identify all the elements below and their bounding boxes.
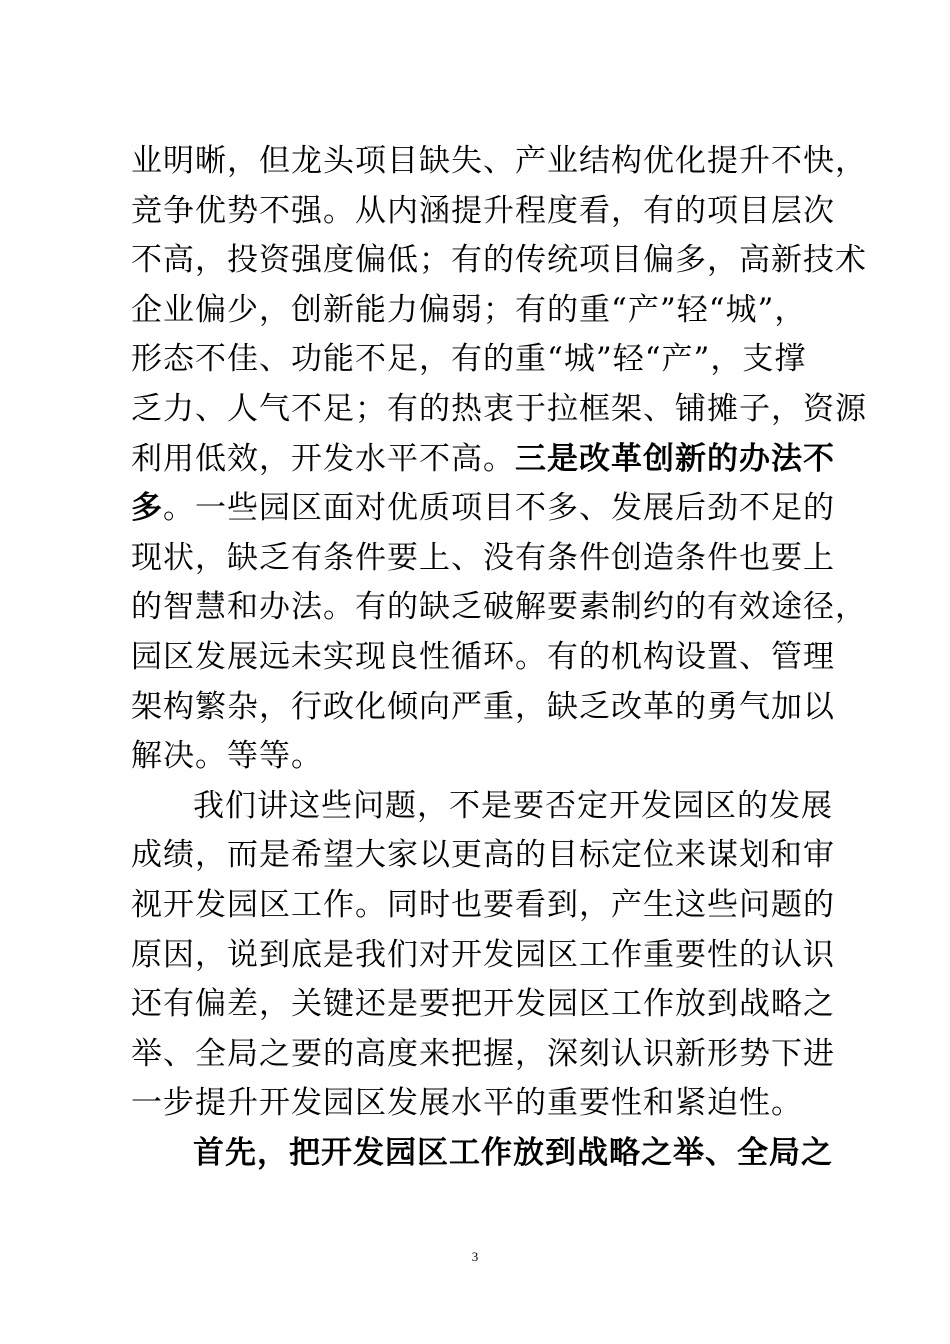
- text-segment: 架构繁杂，行政化倾向严重，缺乏改革的勇气加以: [131, 688, 835, 725]
- page-number: 3: [471, 1249, 479, 1264]
- text-line: [131, 335, 831, 385]
- text-segment: 形态不佳、功能不足，有的重“城”轻“产”，支撑: [131, 341, 807, 378]
- text-line: [131, 286, 831, 336]
- text-segment: 利用低效，开发水平不高。: [131, 440, 515, 477]
- text-segment: 的智慧和办法。有的缺乏破解要素制约的有效途径，: [131, 589, 867, 626]
- text-segment: 乏力、人气不足；有的热衷于拉框架、铺摊子，资源: [131, 390, 867, 427]
- bold-text-segment: 三是改革创新的办法不: [515, 440, 835, 477]
- document-body: [131, 137, 867, 1178]
- text-segment: 举、全局之要的高度来把握，深刻认识新形势下进: [131, 1035, 835, 1072]
- text-line: [131, 633, 835, 683]
- text-line: [131, 931, 835, 981]
- text-segment: 不高，投资强度偏低；有的传统项目偏多，高新技术: [131, 242, 867, 279]
- text-segment: 一步提升开发园区发展水平的重要性和紧迫性。: [131, 1085, 803, 1122]
- text-segment: 企业偏少，创新能力偏弱；有的重“产”轻“城”，: [131, 291, 807, 328]
- text-segment: 原因，说到底是我们对开发园区工作重要性的认识: [131, 936, 835, 973]
- text-line: [131, 980, 835, 1030]
- text-line: [131, 534, 835, 584]
- text-line: [131, 881, 835, 931]
- bold-text-segment: 多: [131, 490, 163, 527]
- text-segment: 视开发园区工作。同时也要看到，产生这些问题的: [131, 886, 835, 923]
- text-line: [131, 1129, 831, 1179]
- text-segment: 解决。等等。: [131, 738, 323, 775]
- text-line: [131, 187, 835, 237]
- text-segment: 业明晰，但龙头项目缺失、产业结构优化提升不快，: [131, 143, 867, 179]
- bold-text-segment: 首先，把开发园区工作放到战略之举、全局之: [193, 1134, 833, 1171]
- text-segment: 竞争优势不强。从内涵提升程度看，有的项目层次: [131, 192, 835, 229]
- text-line: [131, 137, 867, 187]
- text-line: [131, 1030, 835, 1080]
- text-segment: 我们讲这些问题，不是要否定开发园区的发展: [193, 787, 833, 824]
- text-line: [131, 236, 867, 286]
- text-line: [131, 583, 867, 633]
- text-line: [131, 484, 835, 534]
- text-line: [131, 435, 835, 485]
- text-line: [131, 683, 835, 733]
- text-segment: 园区发展远未实现良性循环。有的机构设置、管理: [131, 638, 835, 675]
- text-segment: 还有偏差，关键还是要把开发园区工作放到战略之: [131, 986, 835, 1023]
- text-line: [131, 732, 831, 782]
- text-segment: 成绩，而是希望大家以更高的目标定位来谋划和审: [131, 837, 835, 874]
- text-line: [131, 782, 831, 832]
- text-segment: 。一些园区面对优质项目不多、发展后劲不足的: [163, 490, 835, 527]
- text-line: [131, 1079, 831, 1129]
- text-line: [131, 831, 835, 881]
- text-line: [131, 385, 867, 435]
- text-segment: 现状，缺乏有条件要上、没有条件创造条件也要上: [131, 539, 835, 576]
